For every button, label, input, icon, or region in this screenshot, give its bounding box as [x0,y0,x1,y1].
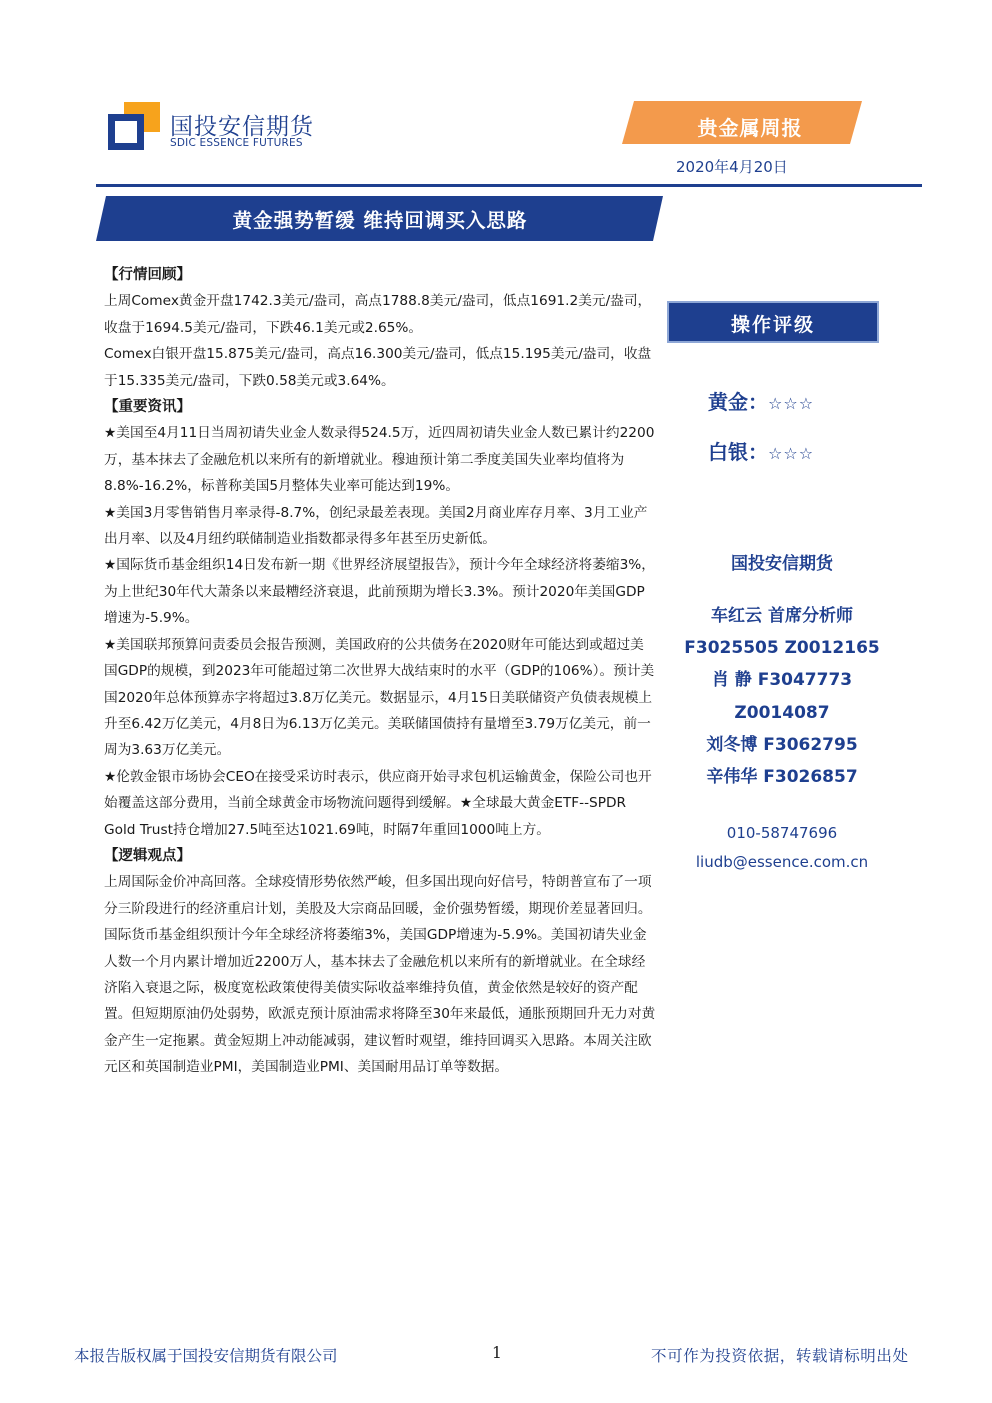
section-heading: 【重要资讯】 [104,399,191,416]
report-date: 2020年4月20日 [676,158,788,176]
company-name-en: SDIC ESSENCE FUTURES [170,137,303,149]
analyst-line: Z0014087 [734,702,830,723]
rating-gold-label: 黄金： [708,390,768,414]
paragraph: ★伦敦金银市场协会CEO在接受采访时表示，供应商开始寻求包机运输黄金，保险公司也开始覆盖这部分费用，当前全球黄金市场物流问题得到缓解。★全球最大黄金ETF--SPDR Gold Trust持仓增加27.5吨至达1021.69吨，时隔7年重回1000吨上方。 [104,768,652,838]
paragraph: ★美国至4月11日当周初请失业金人数录得524.5万，近四周初请失业金人数已累计约2200万，基本抹去了金融危机以来所有的新增就业。穆迪预计第二季度美国失业率均值将为8.8%-16.2%，标普称美国5月整体失业率可能达到19%。 [104,425,655,495]
paragraph: 上周国际金价冲高回落。全球疫情形势依然严峻，但多国出现向好信号，特朗普宣布了一项分三阶段进行的经济重启计划，美股及大宗商品回暖，金价强势暂缓，期现价差显著回归。国际货币基金组织预计今年全球经济将萎缩3%，美国GDP增速为-5.9%。美国初请失业金人数一个月内累计增加近2200万人，基本抹去了金融危机以来所有的新增就业。在全球经济陷入衰退之际，极度宽松政策使得美债实际收益率维持负值，黄金依然是较好的资产配置。但短期原油仍处弱势，欧派克预计原油需求将降至30年来最低，通胀预期回升无力对黄金产生一定拖累。黄金短期上冲动能减弱，建议暂时观望，维持回调买入思路。本周关注欧元区和英国制造业PMI，美国制造业PMI、美国耐用品订单等数据。 [104,874,656,1076]
analyst-line: F3025505 Z0012165 [684,638,880,659]
sidebar-firm-name: 国投安信期货 [731,554,833,574]
report-title: 黄金强势暂缓 维持回调买入思路 [232,209,528,232]
rating-silver-stars: ☆☆☆ [768,444,815,463]
analyst-line: 车红云 首席分析师 [711,606,853,626]
paragraph: 上周Comex黄金开盘1742.3美元/盎司，高点1788.8美元/盎司，低点1691.2美元/盎司，收盘于1694.5美元/盎司，下跌46.1美元或2.65%。 [104,293,652,336]
report-type: 贵金属周报 [697,116,803,140]
paragraph: ★美国3月零售销售月率录得-8.7%，创纪录最差表现。美国2月商业库存月率、3月工业产出月率、以及4月纽约联储制造业指数都录得多年甚至历史新低。 [104,504,648,548]
footer-disclaimer: 不可作为投资依据，转载请标明出处 [651,1347,909,1365]
paragraph: Comex白银开盘15.875美元/盎司，高点16.300美元/盎司，低点15.195美元/盎司，收盘于15.335美元/盎司，下跌0.58美元或3.64%。 [104,346,652,389]
analyst-list [667,600,897,793]
rating-title: 操作评级 [730,314,815,336]
section-heading: 【行情回顾】 [104,267,191,283]
contact-email[interactable]: liudb@essence.com.cn [695,853,869,871]
page-number: 1 [492,1344,502,1362]
footer-copyright: 本报告版权属于国投安信期货有限公司 [74,1347,338,1365]
rating-gold-stars: ☆☆☆ [768,394,815,413]
analyst-line: 刘冬博 F3062795 [706,734,858,755]
header-divider [96,184,922,187]
section-heading: 【逻辑观点】 [104,847,191,864]
rating-silver [708,436,814,465]
analyst-line: 辛伟华 F3026857 [706,767,858,788]
rating-silver-label: 白银： [708,440,768,464]
contact-info [667,819,897,877]
contact-phone: 010-58747696 [726,824,838,842]
company-name-cn: 国投安信期货 [170,114,314,140]
paragraph: ★美国联邦预算问责委员会报告预测，美国政府的公共债务在2020财年可能达到或超过美国GDP的规模，到2023年可能超过第二次世界大战结束时的水平（GDP的106%）。预计美国2020年总体预算赤字将超过3.8万亿美元。数据显示，4月15日美联储资产负债表规模上升至6.42万亿美元，4月8日为6.13万亿美元。美联储国债持有量增至3.79万亿美元，前一周为3.63万亿美元。 [104,636,655,759]
analyst-line: 肖 静 F3047773 [711,670,853,691]
company-logo-icon [108,102,160,150]
rating-gold [708,386,814,415]
main-content [104,262,656,1081]
paragraph: ★国际货币基金组织14日发布新一期《世界经济展望报告》，预计今年全球经济将萎缩3%，为上世纪30年代大萧条以来最糟经济衰退，此前预期为增长3.3%。预计2020年美国GDP增速为-5.9%。 [104,557,655,627]
